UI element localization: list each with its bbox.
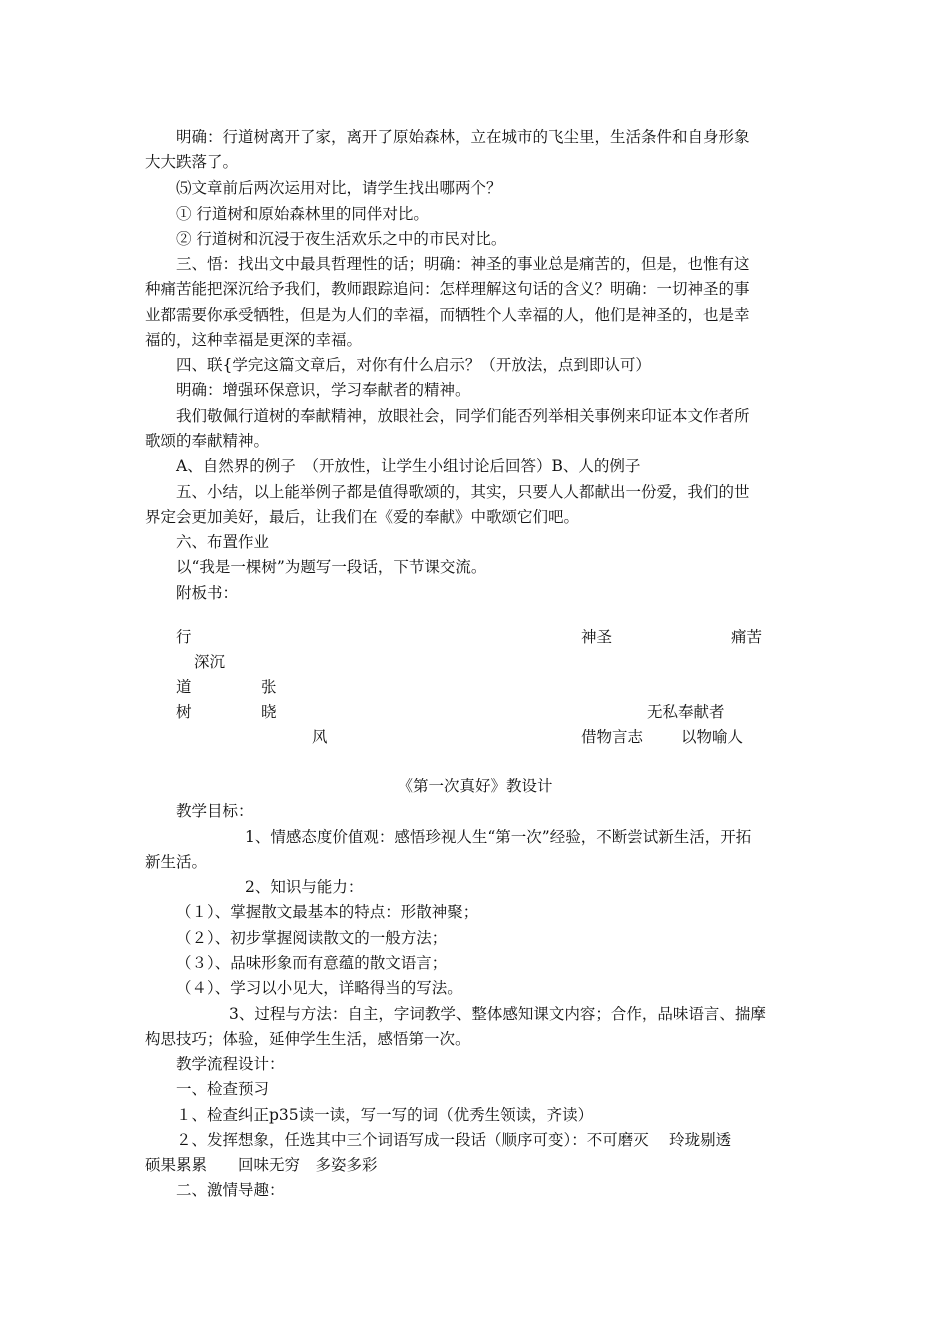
text-line: 硕果累累 回味无穷 多姿多彩 bbox=[145, 1156, 378, 1174]
text-line: 五、小结，以上能举例子都是值得歌颂的，其实，只要人人都献出一份爱，我们的世 bbox=[176, 483, 750, 501]
text-line: （３）、品味形象而有意蕴的散文语言； bbox=[176, 954, 448, 972]
text-line: 业都需要你承受牺牲，但是为人们的幸福，而牺牲个人幸福的人，他们是神圣的，也是幸 bbox=[145, 306, 750, 324]
text-line: 2、知识与能力： bbox=[245, 878, 364, 896]
text-line: （２）、初步掌握阅读散文的一般方法； bbox=[176, 929, 448, 947]
text-line: 教学目标： bbox=[176, 802, 254, 820]
board-shensheng: 神圣 bbox=[581, 628, 613, 646]
text-line: ① 行道树和原始森林里的同伴对比。 bbox=[176, 205, 429, 223]
text-line: 大大跌落了。 bbox=[145, 153, 239, 171]
text-line: 一、检查预习 bbox=[176, 1080, 270, 1098]
text-line: （１）、掌握散文最基本的特点：形散神聚； bbox=[176, 903, 479, 921]
lesson-title: 《第一次真好》教设计 bbox=[397, 777, 553, 795]
text-line: 歌颂的奉献精神。 bbox=[145, 432, 270, 450]
board-shu: 树 bbox=[176, 703, 192, 721]
text-line: 附板书： bbox=[176, 584, 239, 602]
board-xing: 行 bbox=[176, 628, 192, 646]
text-line: 福的，这种幸福是更深的幸福。 bbox=[145, 331, 363, 349]
board-xiao: 晓 bbox=[261, 703, 277, 721]
text-line: 二、激情导趣： bbox=[176, 1181, 285, 1199]
text-line: 四、联{学完这篇文章后，对你有什么启示？（开放法，点到即认可） bbox=[176, 356, 651, 374]
text-line: 3、过程与方法：自主，字词教学、整体感知课文内容；合作，品味语言、揣摩 bbox=[229, 1005, 766, 1023]
text-line: 我们敬佩行道树的奉献精神，放眼社会，同学们能否列举相关事例来印证本文作者所 bbox=[176, 407, 750, 425]
text-line: 以“我是一棵树”为题写一段话，下节课交流。 bbox=[176, 558, 487, 576]
text-line: 界定会更加美好，最后，让我们在《爱的奉献》中歌颂它们吧。 bbox=[145, 508, 580, 526]
board-shenchen: 深沉 bbox=[194, 653, 226, 671]
board-dao: 道 bbox=[176, 678, 192, 696]
text-line: （４）、学习以小见大，详略得当的写法。 bbox=[176, 979, 463, 997]
text-line: A、自然界的例子 （开放性，让学生小组讨论后回答）B、人的例子 bbox=[176, 457, 641, 475]
board-feng: 风 bbox=[312, 728, 328, 746]
text-line: １、检查纠正p35读一读，写一写的词（优秀生领读，齐读） bbox=[176, 1106, 594, 1124]
text-line: ⑸文章前后两次运用对比，请学生找出哪两个？ bbox=[176, 179, 502, 197]
board-jiewu: 借物言志 bbox=[581, 728, 644, 746]
board-zhang: 张 bbox=[261, 678, 277, 696]
text-line: 种痛苦能把深沉给予我们，教师跟踪追问：怎样理解这句话的含义？明确：一切神圣的事 bbox=[145, 280, 750, 298]
text-line: 明确：增强环保意识，学习奉献者的精神。 bbox=[176, 381, 471, 399]
text-line: ２、发挥想象，任选其中三个词语写成一段话（顺序可变）：不可磨灭 玲珑剔透 bbox=[176, 1131, 732, 1149]
text-line: 构思技巧；体验，延伸学生生活，感悟第一次。 bbox=[145, 1030, 471, 1048]
board-yiwu: 以物喻人 bbox=[681, 728, 744, 746]
text-line: 教学流程设计： bbox=[176, 1055, 285, 1073]
text-line: 新生活。 bbox=[145, 853, 208, 871]
text-line: 明确：行道树离开了家，离开了原始森林，立在城市的飞尘里，生活条件和自身形象 bbox=[176, 128, 750, 146]
text-line: 六、布置作业 bbox=[176, 533, 270, 551]
board-wusi: 无私奉献者 bbox=[647, 703, 725, 721]
text-line: ② 行道树和沉浸于夜生活欢乐之中的市民对比。 bbox=[176, 230, 507, 248]
board-tongku: 痛苦 bbox=[731, 628, 763, 646]
text-line: 1、情感态度价值观：感悟珍视人生“第一次”经验，不断尝试新生活，开拓 bbox=[245, 828, 752, 846]
text-line: 三、悟：找出文中最具哲理性的话；明确：神圣的事业总是痛苦的，但是，也惟有这 bbox=[176, 255, 750, 273]
